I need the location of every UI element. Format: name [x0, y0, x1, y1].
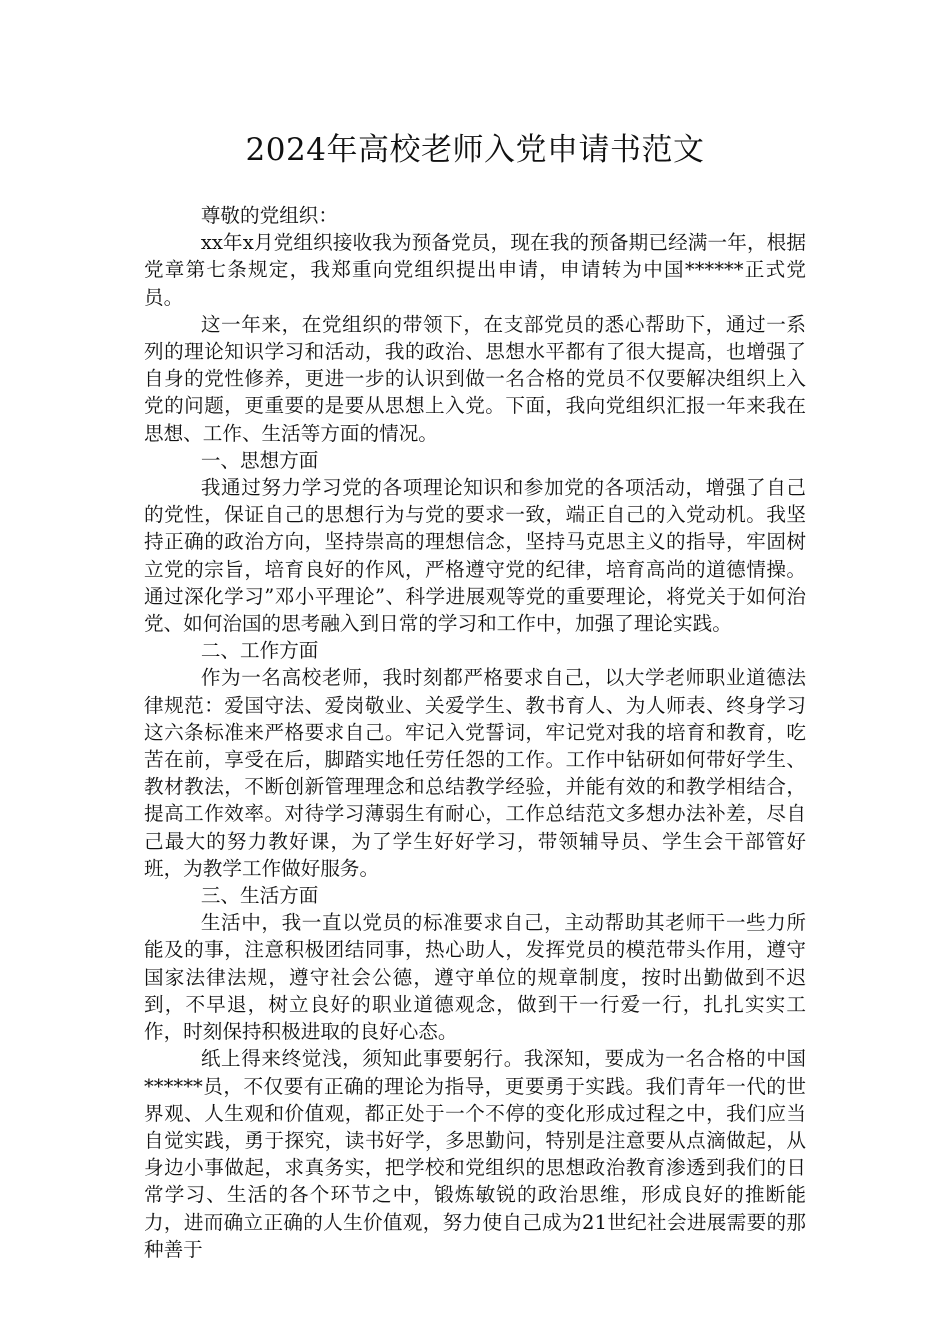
- section-heading-work: 二、工作方面: [200, 639, 319, 663]
- section-heading-thought: 一、思想方面: [200, 448, 319, 472]
- paragraph-thought: 我通过努力学习党的各项理论知识和参加党的各项活动，增强了自己的党性，保证自己的思想行为与党的要求一致，端正自己的入党动机。我坚持正确的政治方向，坚持崇高的理想信念，坚持马克思主义的指导，牢固树立党的宗旨，培育良好的作风，严格遵守党的纪律，培育高尚的道德情操。通过深化学习”邓小平理论”、科学进展观等党的重要理论，将党关于如何治党、如何治国的思考融入到日常的学习和工作中，加强了理论实践。: [144, 476, 806, 636]
- paragraph-practice: 纸上得来终觉浅，须知此事要躬行。我深知，要成为一名合格的中国******员，不仅要有正确的理论为指导，更要勇于实践。我们青年一代的世界观、人生观和价值观，都正处于一个不停的变化形成过程之中，我们应当自觉实践，勇于探究，读书好学，多思勤问，特别是注意要从点滴做起，从身边小事做起，求真务实，把学校和党组织的思想政治教育渗透到我们的日常学习、生活的各个环节之中，锻炼敏锐的政治思维，形成良好的推断能力，进而确立正确的人生价值观，努力使自己成为21世纪社会进展需要的那种善于: [144, 1047, 806, 1261]
- paragraph-life: 生活中，我一直以党员的标准要求自己，主动帮助其老师干一些力所能及的事，注意积极团结同事，热心助人，发挥党员的模范带头作用，遵守国家法律法规，遵守社会公德，遵守单位的规章制度，按时出勤做到不迟到，不早退，树立良好的职业道德观念，做到干一行爱一行，扎扎实实工作，时刻保持积极进取的良好心态。: [144, 911, 806, 1044]
- paragraph-year-summary: 这一年来，在党组织的带领下，在支部党员的悉心帮助下，通过一系列的理论知识学习和活动，我的政治、思想水平都有了很大提高，也增强了自身的党性修养，更进一步的认识到做一名合格的党员不仅要解决组织上入党的问题，更重要的是要从思想上入党。下面，我向党组织汇报一年来我在思想、工作、生活等方面的情况。: [144, 312, 806, 445]
- document-body: [144, 202, 806, 1263]
- paragraph-work: 作为一名高校老师，我时刻都严格要求自己，以大学老师职业道德法律规范：爱国守法、爱岗敬业、关爱学生、教书育人、为人师表、终身学习这六条标准来严格要求自己。牢记入党誓词，牢记党对我的培育和教育，吃苦在前，享受在后，脚踏实地任劳任怨的工作。工作中钻研如何带好学生、教材教法，不断创新管理理念和总结教学经验，并能有效的和教学相结合，提高工作效率。对待学习薄弱生有耐心，工作总结范文多想办法补差，尽自己最大的努力教好课，为了学生好好学习，带领辅导员、学生会干部管好班，为教学工作做好服务。: [144, 666, 806, 880]
- document-page: [144, 120, 806, 1263]
- section-heading-life: 三、生活方面: [200, 884, 319, 908]
- salutation: 尊敬的党组织：: [200, 204, 338, 227]
- paragraph-application: xx年x月党组织接收我为预备党员，现在我的预备期已经满一年，根据党章第七条规定，我郑重向党组织提出申请，申请转为中国******正式党员。: [144, 231, 806, 309]
- document-title: 2024年高校老师入党申请书范文: [245, 132, 705, 168]
